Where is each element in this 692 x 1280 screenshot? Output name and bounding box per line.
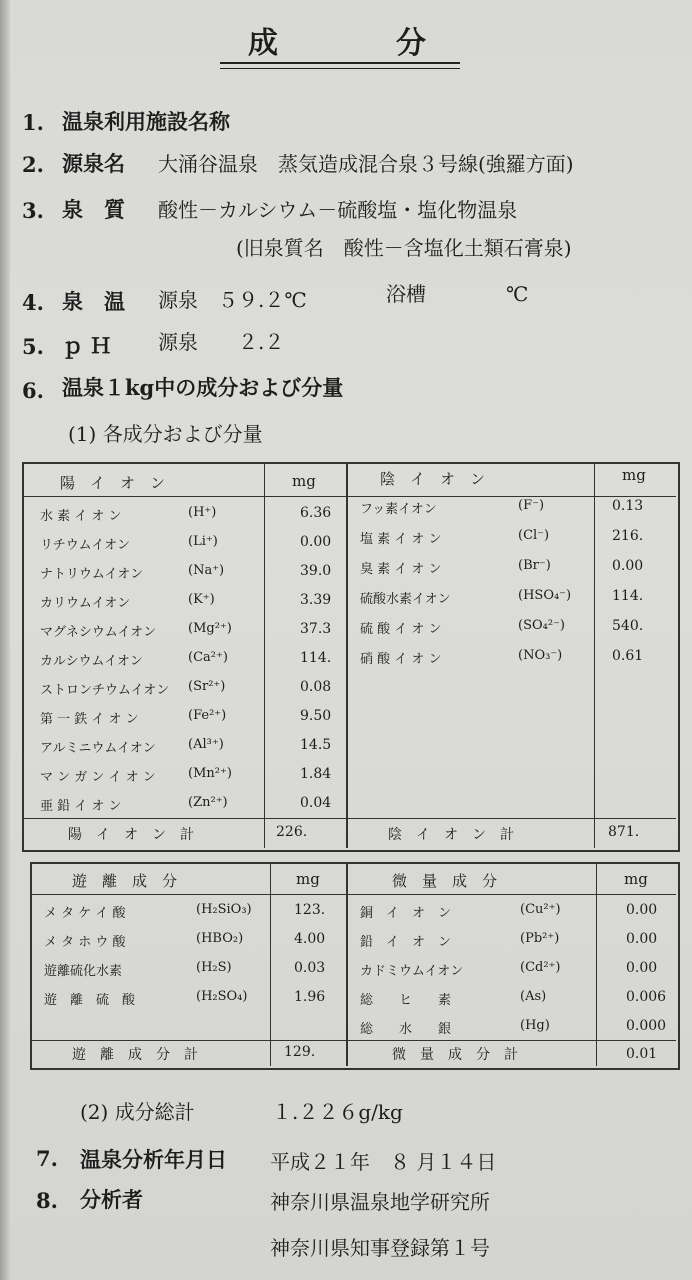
item-6-number: 6. xyxy=(22,378,44,403)
cation-row-name: 水 素 イ オ ン xyxy=(40,509,122,524)
item-2-value: 大涌谷温泉 蒸気造成混合泉３号線(強羅方面) xyxy=(158,152,574,176)
item-4-number: 4. xyxy=(22,290,44,315)
item-5-number: 5. xyxy=(22,334,44,359)
anion-row-formula: (Cl⁻) xyxy=(518,528,550,543)
item-3-value: 酸性－カルシウム－硫酸塩・塩化物温泉 xyxy=(158,198,518,222)
item-1-label: 温泉利用施設名称 xyxy=(62,109,230,134)
free-row-formula: (HBO₂) xyxy=(196,931,244,946)
trace-row-name: 銅 イ オ ン xyxy=(360,906,452,921)
title-underline-2 xyxy=(220,68,460,69)
trace-row-value: 0.00 xyxy=(626,960,658,976)
item-3-label: 泉 質 xyxy=(62,197,125,222)
item-2-number: 2. xyxy=(22,152,44,177)
anion-row-formula: (HSO₄⁻) xyxy=(518,588,572,603)
cation-total-label: 陽 イ オ ン 計 xyxy=(68,827,194,843)
anion-row-name: 硫 酸 イ オ ン xyxy=(360,622,442,637)
item-2-label: 源泉名 xyxy=(62,151,125,176)
analysis-date-value: 平成２１年 ８ 月１４日 xyxy=(270,1150,497,1174)
cation-row-formula: (Al³⁺) xyxy=(188,737,224,752)
cation-row-formula: (Fe²⁺) xyxy=(188,708,227,723)
cation-row-value: 0.08 xyxy=(300,679,332,695)
cation-row-formula: (H⁺) xyxy=(188,505,217,520)
anion-unit-header: mg xyxy=(622,466,646,484)
ion-col-divider-2 xyxy=(594,464,595,848)
cation-row-value: 14.5 xyxy=(300,737,332,753)
cation-row-name: 第 一 鉄 イ オ ン xyxy=(40,712,139,727)
item-4-bath: 浴槽 ℃ xyxy=(386,282,529,306)
cation-row-name: アルミニウムイオン xyxy=(40,741,156,756)
free-row-value: 4.00 xyxy=(294,931,326,947)
trace-row-name: カドミウムイオン xyxy=(360,964,464,979)
cation-row-name: マグネシウムイオン xyxy=(40,625,157,640)
page-fold-shadow xyxy=(0,0,10,1280)
trace-row-value: 0.000 xyxy=(626,1018,667,1034)
item-4-value: 源泉 ５９.２℃ xyxy=(158,288,307,312)
item-5-label: ｐ Ｈ xyxy=(62,333,112,358)
cation-header: 陽 イ オ ン xyxy=(60,474,166,492)
free-row-value: 1.96 xyxy=(294,989,326,1005)
comp-total-rule xyxy=(32,1040,676,1041)
cation-unit-header: mg xyxy=(292,472,316,490)
cation-total-value: 226. xyxy=(276,824,308,840)
trace-row-formula: (Cd²⁺) xyxy=(520,960,561,975)
cation-row-name: ナトリウムイオン xyxy=(40,567,144,582)
anion-row-formula: (F⁻) xyxy=(518,498,545,513)
anion-row-name: 硝 酸 イ オ ン xyxy=(360,652,442,667)
trace-unit-header: mg xyxy=(624,870,648,888)
item-6-label: 温泉１kg中の成分および分量 xyxy=(62,375,344,400)
anion-row-name: 塩 素 イ オ ン xyxy=(360,532,442,547)
free-row-name: メ タ ケ イ 酸 xyxy=(44,906,126,921)
cation-row-value: 37.3 xyxy=(300,621,332,637)
item-1-number: 1. xyxy=(22,110,44,135)
analyst-registration: 神奈川県知事登録第１号 xyxy=(270,1236,490,1260)
trace-row-name: 鉛 イ オ ン xyxy=(360,935,452,950)
cation-row-formula: (Mg²⁺) xyxy=(188,621,232,636)
title-char-1: 成 xyxy=(248,26,280,61)
item-3-old-name: (旧泉質名 酸性－含塩化土類石膏泉) xyxy=(236,236,572,260)
free-row-name: メ タ ホ ウ 酸 xyxy=(44,935,126,950)
anion-row-value: 114. xyxy=(612,588,644,604)
analyst-name: 神奈川県温泉地学研究所 xyxy=(270,1190,490,1214)
cation-row-formula: (Zn²⁺) xyxy=(188,795,228,810)
trace-row-formula: (As) xyxy=(520,989,547,1004)
item-5-value: 源泉 ２.２ xyxy=(158,330,285,354)
anion-row-formula: (NO₃⁻) xyxy=(518,648,563,663)
anion-total-label: 陰 イ オ ン 計 xyxy=(388,827,514,843)
anion-row-value: 0.00 xyxy=(612,558,644,574)
cation-row-value: 0.04 xyxy=(300,795,332,811)
title-char-2: 分 xyxy=(396,26,428,61)
ion-header-rule xyxy=(24,496,676,497)
free-unit-header: mg xyxy=(296,870,320,888)
item-7-number: 7. xyxy=(36,1146,58,1171)
free-row-formula: (H₂SiO₃) xyxy=(196,902,252,917)
trace-row-name: 総 ヒ 素 xyxy=(360,993,452,1008)
cation-row-value: 1.84 xyxy=(300,766,332,782)
anion-header: 陰 イ オ ン xyxy=(380,470,486,488)
cation-row-formula: (Mn²⁺) xyxy=(188,766,232,781)
analysis-date-label: 温泉分析年月日 xyxy=(80,1147,227,1172)
free-total-label: 遊 離 成 分 計 xyxy=(72,1047,198,1063)
cation-row-value: 39.0 xyxy=(300,563,332,579)
comp-header-rule xyxy=(32,894,676,895)
anion-total-value: 871. xyxy=(608,824,640,840)
anion-row-value: 0.13 xyxy=(612,498,644,514)
trace-row-value: 0.00 xyxy=(626,931,658,947)
free-row-value: 0.03 xyxy=(294,960,326,976)
free-row-name: 遊離硫化水素 xyxy=(44,964,123,979)
item-3-number: 3. xyxy=(22,198,44,223)
free-row-formula: (H₂S) xyxy=(196,960,232,975)
document-title xyxy=(220,18,460,68)
cation-row-formula: (K⁺) xyxy=(188,592,215,607)
cation-row-value: 114. xyxy=(300,650,332,666)
cation-row-value: 6.36 xyxy=(300,505,332,521)
cation-row-name: リチウムイオン xyxy=(40,538,130,553)
anion-row-formula: (SO₄²⁻) xyxy=(518,618,565,633)
anion-row-value: 216. xyxy=(612,528,644,544)
cation-row-name: 亜 鉛 イ オ ン xyxy=(40,799,122,814)
trace-row-formula: (Pb²⁺) xyxy=(520,931,560,946)
cation-row-name: カリウムイオン xyxy=(40,596,131,611)
cation-row-name: マ ン ガ ン イ オ ン xyxy=(40,770,156,785)
item-6-sub: (1) 各成分および分量 xyxy=(68,422,263,446)
trace-row-formula: (Cu²⁺) xyxy=(520,902,561,917)
anion-row-name: 硫酸水素イオン xyxy=(360,592,451,607)
total-components-label: (2) 成分総計 xyxy=(80,1100,195,1124)
trace-row-name: 総 水 銀 xyxy=(360,1022,452,1037)
trace-total-label: 微 量 成 分 計 xyxy=(392,1047,518,1063)
ion-total-rule xyxy=(24,818,676,819)
trace-row-value: 0.00 xyxy=(626,902,658,918)
anion-row-name: 臭 素 イ オ ン xyxy=(360,562,442,577)
cation-row-formula: (Li⁺) xyxy=(188,534,218,549)
cation-row-value: 9.50 xyxy=(300,708,332,724)
cation-row-name: カルシウムイオン xyxy=(40,654,143,669)
free-row-formula: (H₂SO₄) xyxy=(196,989,248,1004)
cation-row-value: 0.00 xyxy=(300,534,332,550)
analyst-label: 分析者 xyxy=(80,1187,143,1212)
free-row-value: 123. xyxy=(294,902,326,918)
item-8-number: 8. xyxy=(36,1188,58,1213)
cation-row-name: ストロンチウムイオン xyxy=(40,683,170,698)
title-underline xyxy=(220,62,460,64)
item-4-label: 泉 温 xyxy=(62,289,125,314)
anion-row-name: フッ素イオン xyxy=(360,502,437,517)
free-total-value: 129. xyxy=(284,1044,316,1060)
ion-col-divider-1 xyxy=(264,464,265,848)
trace-row-formula: (Hg) xyxy=(520,1018,550,1033)
anion-row-value: 540. xyxy=(612,618,644,634)
anion-row-value: 0.61 xyxy=(612,648,644,664)
total-components-value: １.２２６g/kg xyxy=(272,1100,403,1124)
ion-col-divider-mid xyxy=(346,464,348,848)
cation-row-formula: (Na⁺) xyxy=(188,563,225,578)
free-header: 遊 離 成 分 xyxy=(72,872,178,890)
trace-row-value: 0.006 xyxy=(626,989,667,1005)
anion-row-formula: (Br⁻) xyxy=(518,558,551,573)
cation-row-value: 3.39 xyxy=(300,592,332,608)
free-row-name: 遊 離 硫 酸 xyxy=(44,993,136,1008)
cation-row-formula: (Sr²⁺) xyxy=(188,679,226,694)
trace-total-value: 0.01 xyxy=(626,1046,658,1062)
cation-row-formula: (Ca²⁺) xyxy=(188,650,228,665)
trace-header: 微 量 成 分 xyxy=(392,872,498,890)
